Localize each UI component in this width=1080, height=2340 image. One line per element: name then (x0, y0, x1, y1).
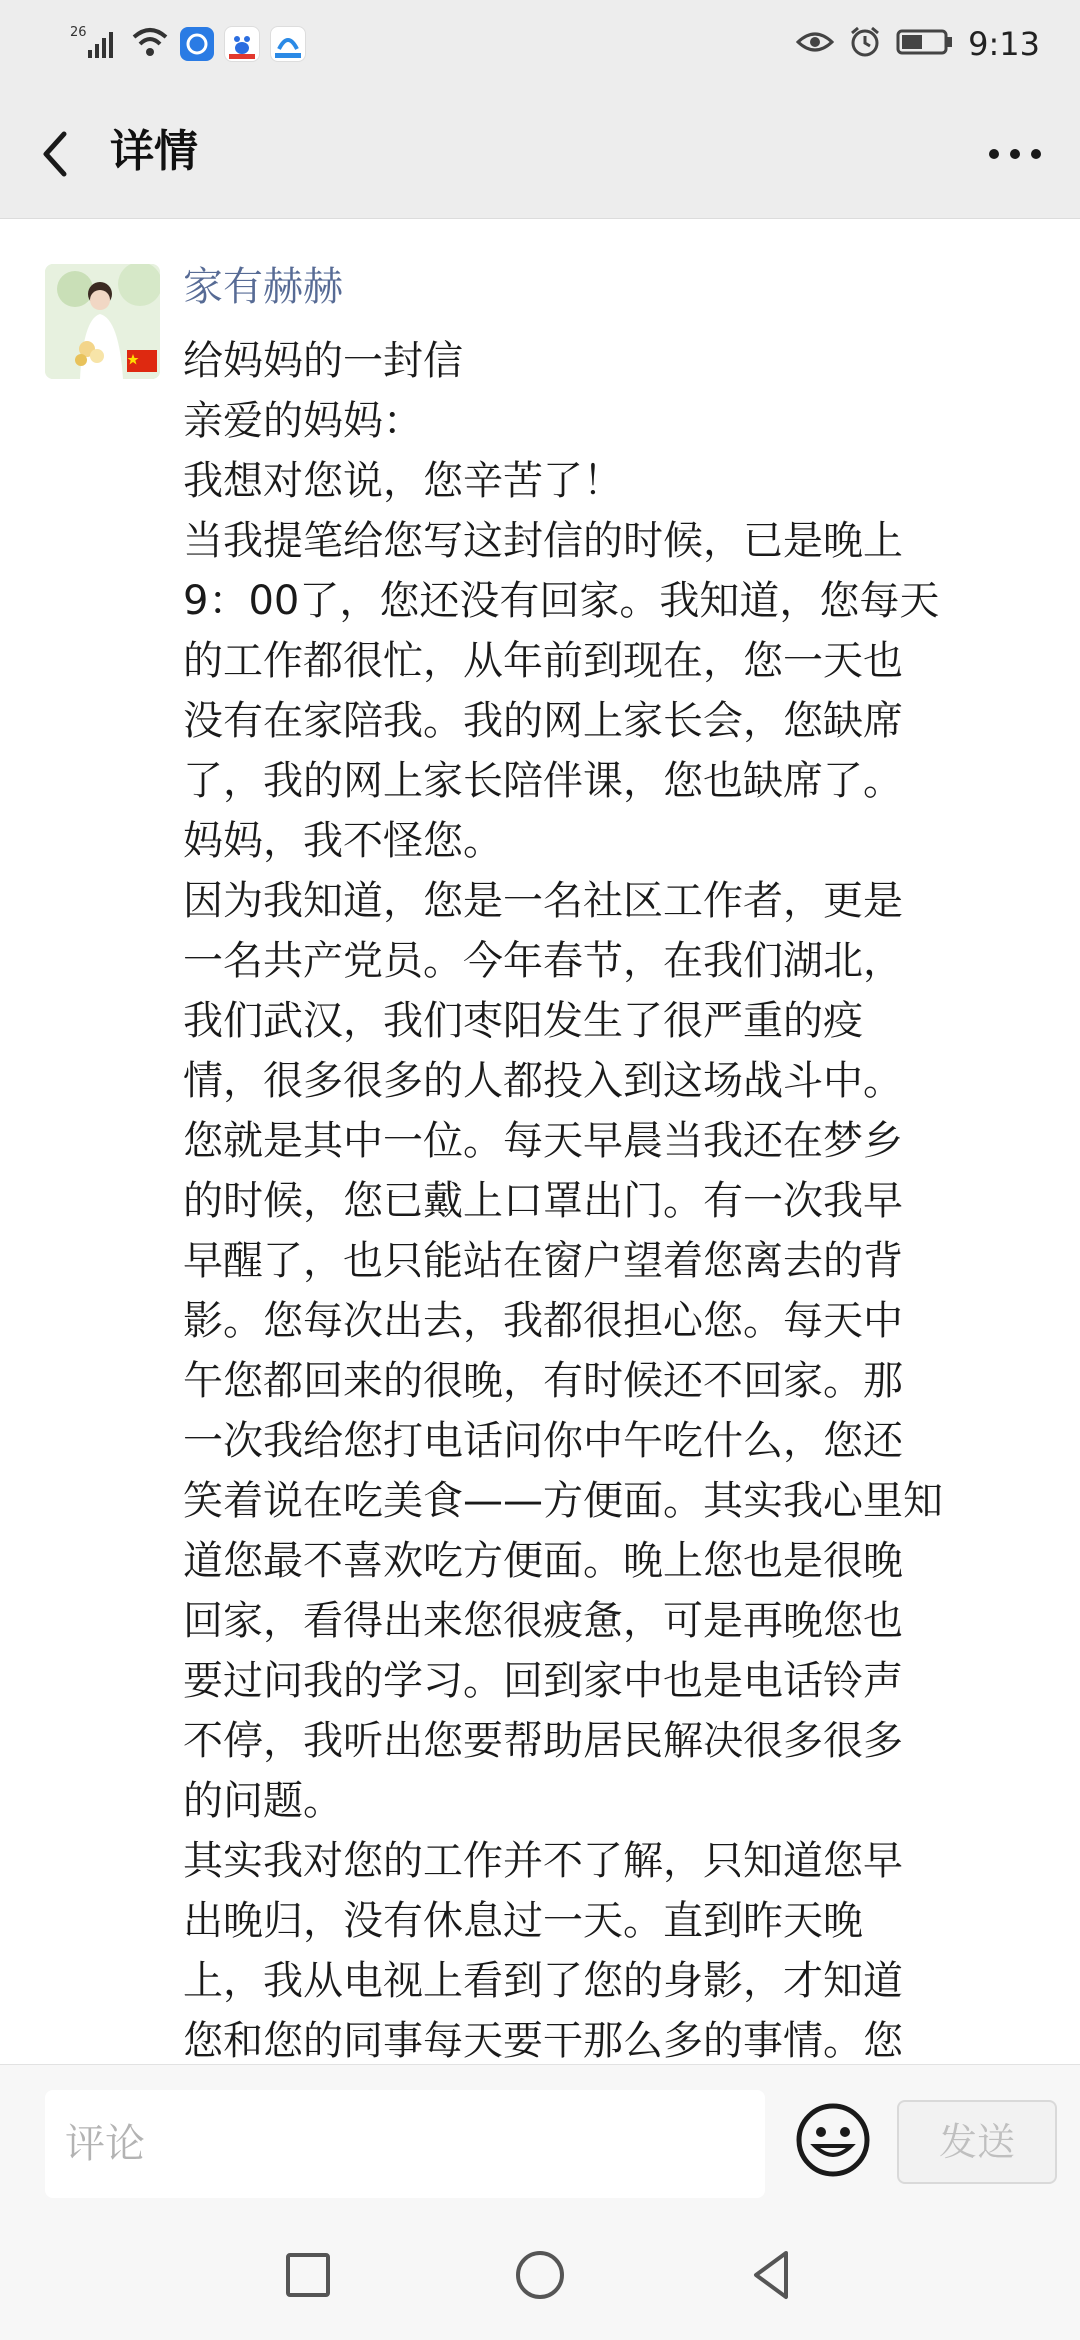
signal-icon (70, 24, 120, 64)
post-text-line: 笑着说在吃美食——方便面。其实我心里知 (183, 1478, 943, 1524)
comment-input[interactable] (45, 2090, 765, 2198)
post-text-line: 情，很多很多的人都投入到这场战斗中。 (183, 1058, 903, 1104)
post-text-line: 要过问我的学习。回到家中也是电话铃声 (183, 1658, 903, 1704)
chevron-left-icon (30, 124, 90, 184)
author-name[interactable]: 家有赫赫 (183, 264, 343, 310)
post-text-line: 给妈妈的一封信 (183, 338, 463, 384)
system-nav-bar (0, 2210, 1080, 2340)
post-text-line: 一名共产党员。今年春节，在我们湖北， (183, 938, 903, 984)
post-text-line: 亲爱的妈妈： (183, 398, 423, 444)
post-text-line: 妈妈，我不怪您。 (183, 818, 503, 864)
nav-bar (0, 90, 1080, 219)
more-dots-icon (980, 124, 1050, 184)
post-text-line: 不停，我听出您要帮助居民解决很多很多 (183, 1718, 903, 1764)
app-icon-blue (180, 27, 214, 61)
recents-button[interactable] (278, 2245, 338, 2305)
post-text-line: 上，我从电视上看到了您的身影，才知道 (183, 1958, 903, 2004)
svg-text:26: 26 (70, 25, 87, 40)
wifi-icon (130, 25, 170, 63)
post-text (183, 331, 1053, 2064)
post-text-line: 的时候，您已戴上口罩出门。有一次我早 (183, 1178, 903, 1224)
post-detail[interactable] (0, 219, 1080, 2064)
post-text-line: 的问题。 (183, 1778, 343, 1824)
post-text-line: 午您都回来的很晚，有时候还不回家。那 (183, 1358, 903, 1404)
post-text-line: 其实我对您的工作并不了解，只知道您早 (183, 1838, 903, 1884)
back-button[interactable] (30, 124, 90, 184)
post-text-line: 影。您每次出去，我都很担心您。每天中 (183, 1298, 903, 1344)
post-text-line: 一次我给您打电话问你中午吃什么，您还 (183, 1418, 903, 1464)
post-text-line: 出晚归，没有休息过一天。直到昨天晚 (183, 1898, 863, 1944)
eye-icon (796, 27, 834, 61)
post-text-line: 您和您的同事每天要干那么多的事情。您 (183, 2018, 903, 2064)
post-text-line: 回家，看得出来您很疲惫，可是再晚您也 (183, 1598, 903, 1644)
back-triangle-icon (742, 2245, 802, 2305)
post-text-line: 您就是其中一位。每天早晨当我还在梦乡 (183, 1118, 903, 1164)
more-button[interactable] (980, 124, 1050, 184)
app-icon-baidu (224, 26, 260, 62)
app-icon-map (270, 26, 306, 62)
post-text-line: 当我提笔给您写这封信的时候，已是晚上 (183, 518, 903, 564)
post-text-line: 道您最不喜欢吃方便面。晚上您也是很晚 (183, 1538, 903, 1584)
avatar[interactable] (45, 264, 160, 379)
system-back-button[interactable] (742, 2245, 802, 2305)
send-button[interactable]: 发送 (897, 2100, 1057, 2184)
post-text-line: 没有在家陪我。我的网上家长会，您缺席 (183, 698, 903, 744)
status-left (70, 24, 306, 64)
page-title: 详情 (110, 126, 198, 177)
home-circle-icon (510, 2245, 570, 2305)
comment-bar (0, 2064, 1080, 2211)
status-time: 9:13 (968, 25, 1040, 63)
post-text-line: 早醒了，也只能站在窗户望着您离去的背 (183, 1238, 903, 1284)
post-text-line: 的工作都很忙，从年前到现在，您一天也 (183, 638, 903, 684)
alarm-icon (848, 25, 882, 63)
smiley-icon (793, 2100, 873, 2180)
post-text-line: 我想对您说，您辛苦了！ (183, 458, 623, 504)
status-bar (0, 0, 1080, 90)
home-button[interactable] (510, 2245, 570, 2305)
post-text-line: 9：00了，您还没有回家。我知道，您每天 (183, 578, 940, 624)
recents-square-icon (278, 2245, 338, 2305)
post-text-line: 因为我知道，您是一名社区工作者，更是 (183, 878, 903, 924)
battery-icon (896, 27, 954, 61)
status-right (796, 24, 1040, 64)
emoji-button[interactable] (793, 2100, 873, 2180)
post-text-line: 了，我的网上家长陪伴课，您也缺席了。 (183, 758, 903, 804)
post-text-line: 我们武汉，我们枣阳发生了很严重的疫 (183, 998, 863, 1044)
